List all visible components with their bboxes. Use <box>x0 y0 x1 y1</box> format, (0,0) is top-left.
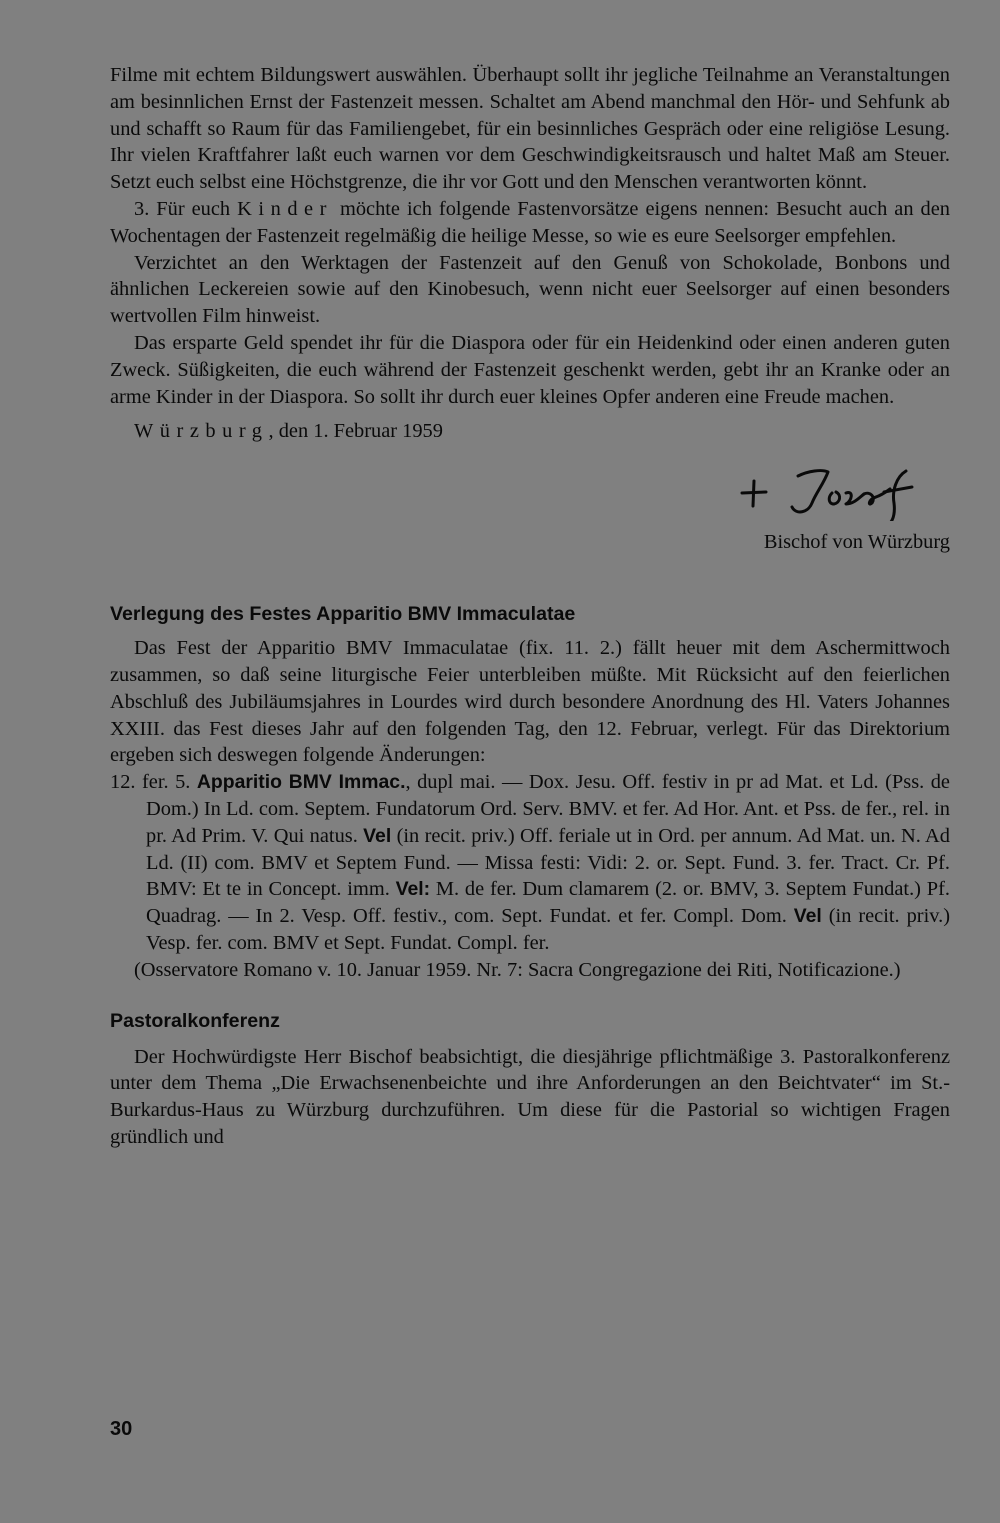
entry-text: , dupl mai. — Dox. Jesu. Off. festiv in pr ad Mat. et Ld. (Pss. de Dom.) In Ld. com. Septem. Fundatorum Ord. Serv. BMV. et fer. Ad Hor. Ant. et Pss. de fer., rel. in pr. Ad Prim. V. Qui natus. <box>146 771 950 847</box>
entry-bold: Vel: <box>395 878 431 901</box>
entry-text: (in recit. priv.) Vesp. fer. com. BMV et Sept. Fundat. Compl. fer. <box>146 905 950 954</box>
letter-paragraph: Das ersparte Geld spendet ihr für die Diaspora oder für ein Heidenkind oder einen anderen guten Zweck. Süßigkeiten, die euch während der Fastenzeit geschenkt werden, gebt ihr an Kranke oder an arme Kinder in der Diaspora. So sollt ihr durch euer kleines Opfer anderen eine Freude machen. <box>110 331 950 408</box>
entry-text: 12. fer. 5. <box>110 771 197 794</box>
letter-item-3 <box>110 196 950 250</box>
page-number: 30 <box>110 1418 133 1440</box>
item-3-rest: möchte ich folgende Fastenvorsätze eigens nennen: Besucht auch an den Wochentagen der Fastenzeit regelmäßig die heilige Messe, so wie es eure Seelsorger empfehlen. <box>110 197 950 247</box>
source-citation: (Osservatore Romano v. 10. Januar 1959. Nr. 7: Sacra Congregazione dei Riti, Notificazione.) <box>134 958 901 981</box>
entry-text: (in recit. priv.) Off. feriale ut in Ord. per annum. Ad Mat. un. N. Ad Ld. (II) com. BMV et Septem Fund. — Missa festi: Vidi: 2. or. Sept. Fund. 3. fer. Tract. Cr. Pf. BMV: Et te in Concept. imm. <box>146 824 950 901</box>
handwritten-signature <box>736 459 926 521</box>
directory-entry <box>110 769 950 957</box>
dateline-date: , den 1. Februar 1959 <box>268 420 443 443</box>
dateline-place: Würzburg <box>134 420 269 443</box>
entry-bold: Apparitio BMV Immac. <box>196 771 406 794</box>
item-3-emphasis: Kinder <box>237 197 333 220</box>
letter-paragraph: Verzichtet an den Werktagen der Fastenzeit auf den Genuß von Schokolade, Bonbons und ähnlichen Leckereien sowie auf den Kinobesuch, wenn nicht euer Seelsorger auf einen besonders wertvollen Film hinweist. <box>110 251 950 328</box>
item-3-lead: 3. Für euch <box>134 197 231 220</box>
signature-title: Bischof von Würzburg <box>763 531 950 554</box>
feast-section-heading: Verlegung des Festes Apparitio BMV Immaculatae <box>110 603 576 626</box>
letter-paragraph: Filme mit echtem Bildungswert auswählen. Überhaupt sollt ihr jegliche Teilnahme an Veranstaltungen am besinnlichen Ernst der Fastenzeit messen. Schaltet am Abend manchmal den Hör- und Sehfunk ab und schafft so Raum für das Familiengebet, für ein besinnliches Gespräch oder eine religiöse Lesung. Ihr vielen Kraftfahrer laßt euch warnen vor dem Geschwindigkeitsrausch und haltet Maß am Steuer. Setzt euch selbst eine Höchstgrenze, die ihr vor Gott und den Menschen verantworten könnt. <box>110 64 950 194</box>
signature-drawing <box>736 459 926 521</box>
entry-text: M. de fer. Dum clamarem (2. or. BMV, 3. Septem Fundat.) Pf. Quadrag. — In 2. Vesp. Off. festiv., com. Sept. Fundat. et fer. Compl. Dom. <box>146 878 950 928</box>
pastoral-section-heading: Pastoralkonferenz <box>110 1009 280 1032</box>
entry-bold: Vel <box>793 905 822 928</box>
pastoral-text: Der Hochwürdigste Herr Bischof beabsichtigt, die diesjährige pflichtmäßige 3. Pastoralkonferenz unter dem Thema „Die Erwachsenenbeichte und ihre Anforderungen an den Beichtvater“ im St.-Burkardus-Haus zu Würzburg durchzuführen. Um diese für die Pastorial so wichtigen Fragen gründlich und <box>110 1045 950 1148</box>
dateline <box>110 418 950 445</box>
signature-block <box>110 445 950 557</box>
document-page <box>110 62 950 1151</box>
feast-intro: Das Fest der Apparitio BMV Immaculatae (fix. 11. 2.) fällt heuer mit dem Aschermittwoch zusammen, so daß seine liturgische Feier unterbleiben müßte. Mit Rücksicht auf den feierlichen Abschluß des Jubiläumsjahres in Lourdes wird durch besondere Anordnung des Hl. Vaters Johannes XXIII. das Fest dieses Jahr auf den folgenden Tag, den 12. Februar, verlegt. Für das Direktorium ergeben sich deswegen folgende Änderungen: <box>110 637 950 767</box>
entry-bold: Vel <box>363 824 392 847</box>
